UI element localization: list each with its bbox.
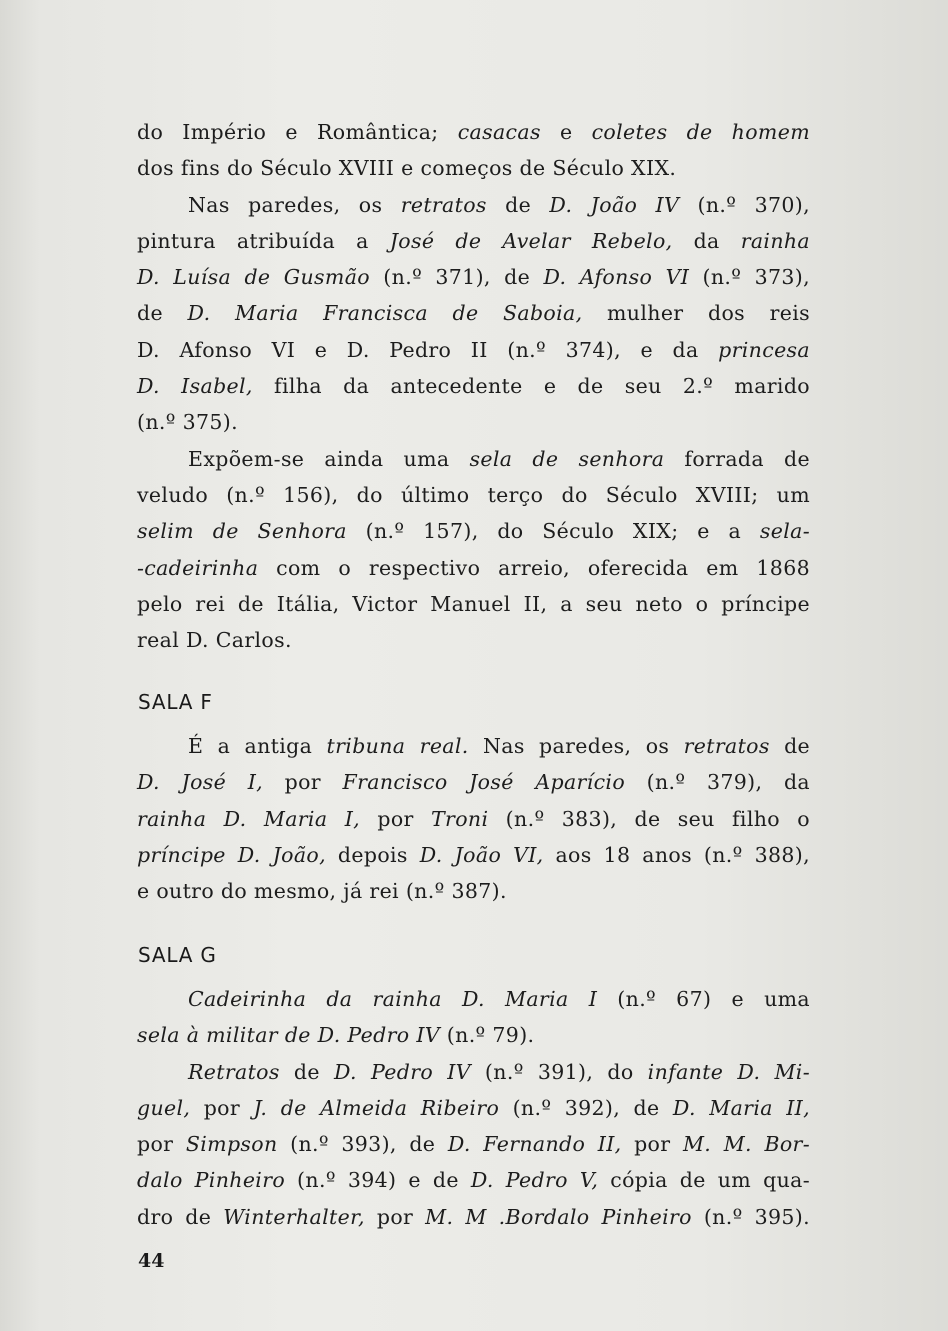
text-line: D. Afonso VI e D. Pedro II (n.º 374), e da princesa <box>137 337 810 362</box>
section-heading-sala-f: SALA F <box>138 690 213 714</box>
section-heading-sala-g: SALA G <box>138 943 217 967</box>
text-line: É a antiga tribuna real. Nas paredes, os retratos de <box>188 734 811 758</box>
text-line: D. Luísa de Gusmão (n.º 371), de D. Afonso VI (n.º 373), <box>137 265 811 290</box>
text-line: do Império e Romântica; casacas e coletes de homem <box>137 120 810 144</box>
text-line: por Simpson (n.º 393), de D. Fernando II, por M. M. Bor- <box>137 1132 810 1157</box>
text-line: dos fins do Século XVIII e começos de Século XIX. <box>137 156 677 181</box>
page-number: 44 <box>138 1250 165 1272</box>
text-line: D. José I, por Francisco José Aparício (n.º 379), da <box>137 770 810 795</box>
text-line: Nas paredes, os retratos de D. João IV (n.º 370), <box>188 192 810 217</box>
text-line: guel, por J. de Almeida Ribeiro (n.º 392), de D. Maria II, <box>137 1095 810 1120</box>
text-line: pintura atribuída a José de Avelar Rebelo, da rainha <box>137 228 811 253</box>
text-line: Cadeirinha da rainha D. Maria I (n.º 67) e uma <box>188 987 810 1011</box>
text-line: sela à militar de D. Pedro IV (n.º 79). <box>137 1023 535 1048</box>
text-block-sala-f <box>137 728 810 909</box>
text-line: real D. Carlos. <box>137 628 292 653</box>
text-line: rainha D. Maria I, por Troni (n.º 383), de seu filho o <box>137 806 810 831</box>
text-line: de D. Maria Francisca de Saboia, mulher dos reis <box>137 301 810 326</box>
text-line: Retratos de D. Pedro IV (n.º 391), do infante D. Mi- <box>188 1059 810 1084</box>
text-line: dro de Winterhalter, por M. M .Bordalo Pinheiro (n.º 395). <box>137 1204 810 1229</box>
text-line: (n.º 375). <box>137 410 239 435</box>
text-line: veludo (n.º 156), do último terço do Século XVIII; um <box>137 482 810 507</box>
text-line: selim de Senhora (n.º 157), do Século XIX; e a sela- <box>137 519 810 544</box>
text-line: D. Isabel, filha da antecedente e de seu 2.º marido <box>137 374 811 399</box>
text-line: e outro do mesmo, já rei (n.º 387). <box>137 879 507 904</box>
text-line: pelo rei de Itália, Victor Manuel II, a seu neto o príncipe <box>137 591 810 616</box>
text-block-opening <box>137 114 810 658</box>
text-line: dalo Pinheiro (n.º 394) e de D. Pedro V, cópia de um qua- <box>137 1168 810 1193</box>
text-line: -cadeirinha com o respectivo arreio, oferecida em 1868 <box>137 555 810 580</box>
text-block-sala-g <box>137 981 810 1235</box>
text-line: Expõem-se ainda uma sela de senhora forrada de <box>188 446 811 471</box>
text-line: príncipe D. João, depois D. João VI, aos 18 anos (n.º 388), <box>137 842 810 867</box>
